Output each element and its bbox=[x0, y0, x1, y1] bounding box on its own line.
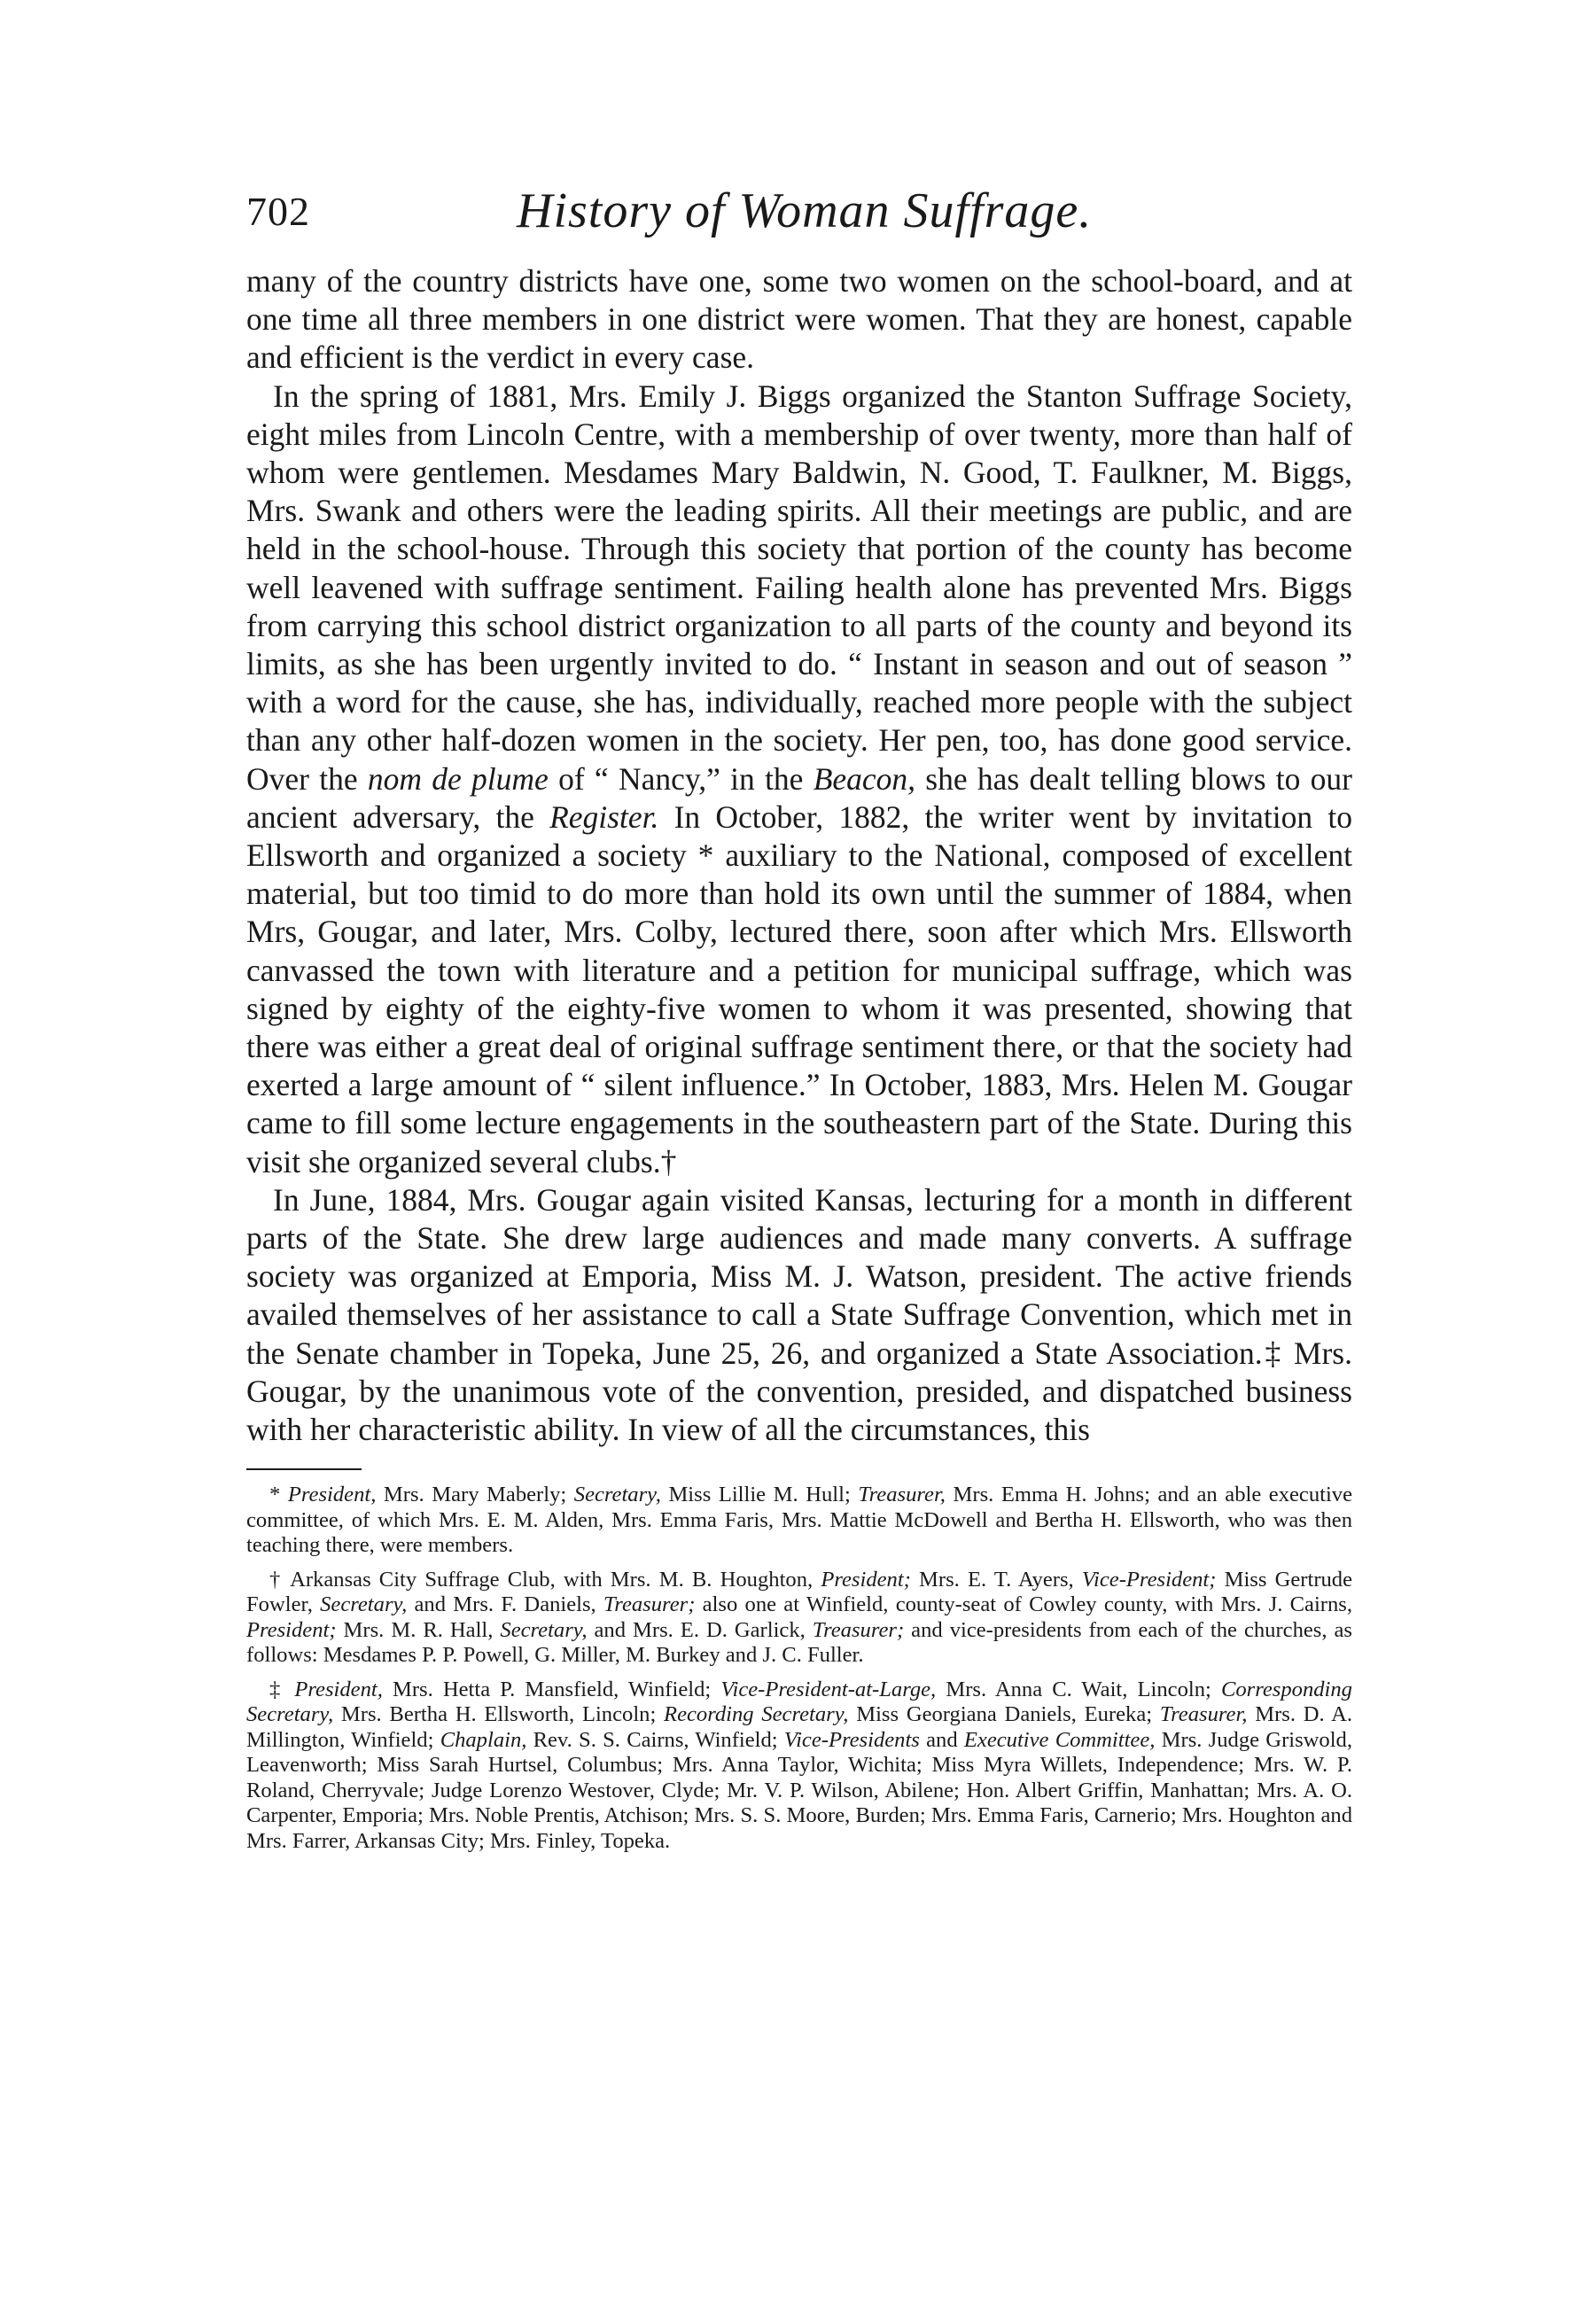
text-run: and Mrs. F. Daniels, bbox=[407, 1592, 603, 1617]
paragraph bbox=[246, 262, 1352, 378]
italic-text: Executive Committee, bbox=[963, 1727, 1156, 1752]
text-run: * bbox=[269, 1483, 288, 1507]
text-run: Mrs. Mary Maberly; bbox=[376, 1483, 574, 1507]
italic-text: Treasurer, bbox=[858, 1483, 946, 1507]
italic-text: Secretary, bbox=[500, 1617, 588, 1642]
text-run: Miss Gertrude Fowler, bbox=[246, 1567, 1353, 1617]
text-run: Mrs. Emma H. Johns; and an able executive committee, of which Mrs. E. M. Alden, Mrs. Emma Faris, Mrs. Mattie McDowell and Bertha H. Ellsworth, who was then teaching there, were members. bbox=[246, 1483, 1353, 1558]
body-text bbox=[246, 262, 1352, 1449]
text-run: Rev. S. S. Cairns, Winfield; bbox=[526, 1727, 784, 1752]
text-run: Miss Georgiana Daniels, Eureka; bbox=[848, 1702, 1160, 1727]
italic-text: Beacon, bbox=[813, 760, 916, 797]
paragraph bbox=[246, 1181, 1352, 1449]
text-run: and Mrs. E. D. Garlick, bbox=[587, 1617, 813, 1642]
italic-text: Vice-President; bbox=[1081, 1567, 1217, 1592]
text-run: Mrs. E. T. Ayers, bbox=[910, 1567, 1082, 1592]
italic-text: Register. bbox=[549, 798, 659, 835]
italic-text: Secretary, bbox=[320, 1592, 408, 1617]
text-run: Miss Lillie M. Hull; bbox=[660, 1483, 859, 1507]
italic-text: Vice-Presidents bbox=[783, 1727, 920, 1752]
italic-text: Vice-President-at-Large, bbox=[720, 1677, 937, 1701]
italic-text: nom de plume bbox=[367, 760, 549, 797]
footnote-rule bbox=[246, 1468, 362, 1470]
text-run: Mrs. D. A. Millington, Winfield; bbox=[246, 1702, 1352, 1752]
italic-text: Corresponding Secretary, bbox=[246, 1677, 1352, 1727]
text-run: In the spring of 1881, Mrs. Emily J. Biggs organized the Stanton Suffrage Society, eight miles from Lincoln Centre, with a membership of over twenty, more than half of whom were gentlemen. Mesdames Mary Baldwin, N. Good, T. Faulkner, M. Biggs, Mrs. Swank and others were the leading spirits. All their meetings are public, and are held in the school-house. Through this society that portion of the county has become well leavened with suffrage sentiment. Failing health alone has prevented Mrs. Biggs from carrying this school district organization to all parts of the county and beyond its limits, as she has been urgently invited to do. “ Instant in season and out of season ” with a word for the cause, she has, individually, reached more people with the subject than any other half-dozen women in the society. Her pen, too, has done good service. Over the bbox=[246, 378, 1352, 797]
text-run: she has dealt telling blows to our ancient adversary, the bbox=[246, 760, 1352, 835]
text-run: Mrs. Bertha H. Ellsworth, Lincoln; bbox=[333, 1702, 665, 1727]
italic-text: President, bbox=[294, 1677, 383, 1701]
text-run: many of the country districts have one, some two women on the school-board, and at one time all three members in one district were women. That they are honest, capable and efficient is the verdict in every case. bbox=[246, 263, 1352, 376]
text-run: Mrs. Anna C. Wait, Lincoln; bbox=[936, 1677, 1221, 1701]
running-title: History of Woman Suffrage. bbox=[517, 183, 1093, 238]
book-page bbox=[246, 177, 1352, 1863]
italic-text: Treasurer; bbox=[812, 1617, 905, 1642]
running-head bbox=[246, 177, 1352, 255]
italic-text: President; bbox=[821, 1567, 911, 1592]
text-run: and vice-presidents from each of the churches, as follows: Mesdames P. P. Powell, G. Miller, M. Burkey and J. C. Fuller. bbox=[246, 1617, 1352, 1668]
text-run: Mrs. Hetta P. Mansfield, Winfield; bbox=[382, 1677, 721, 1701]
italic-text: Treasurer; bbox=[603, 1592, 696, 1617]
text-run: of “ Nancy,” in the bbox=[548, 760, 814, 797]
italic-text: Treasurer, bbox=[1159, 1702, 1248, 1727]
text-run: and bbox=[919, 1727, 964, 1752]
text-run: ‡ bbox=[269, 1677, 295, 1701]
italic-text: Secretary, bbox=[573, 1483, 661, 1507]
footnote bbox=[246, 1568, 1352, 1669]
footnote bbox=[246, 1678, 1352, 1855]
paragraph bbox=[246, 378, 1352, 1181]
italic-text: Chaplain, bbox=[440, 1727, 527, 1752]
text-run: Mrs. Judge Griswold, Leavenworth; Miss Sarah Hurtsel, Columbus; Mrs. Anna Taylor, Wichita; Miss Myra Willets, Independence; Mrs. W. P. Roland, Cherryvale; Judge Lorenzo Westover, Clyde; Mr. V. P. Wilson, Abilene; Hon. Albert Griffin, Manhattan; Mrs. A. O. Carpenter, Emporia; Mrs. Noble Prentis, Atchison; Mrs. S. S. Moore, Burden; Mrs. Emma Faris, Carnerio; Mrs. Houghton and Mrs. Farrer, Arkansas City; Mrs. Finley, Topeka. bbox=[246, 1727, 1353, 1853]
text-run: also one at Winfield, county-seat of Cowley county, with Mrs. J. Cairns, bbox=[695, 1592, 1352, 1617]
text-run: In October, 1882, the writer went by invitation to Ellsworth and organized a society * auxiliary to the National, composed of excellent material, but too timid to do more than hold its own until the summer of 1884, when Mrs, Gougar, and later, Mrs. Colby, lectured there, soon after which Mrs. Ellsworth canvassed the town with literature and a petition for municipal suffrage, which was signed by eighty of the eighty-five women to whom it was presented, showing that there was either a great deal of original suffrage sentiment there, or that the society had exerted a large amount of “ silent influence.” In October, 1883, Mrs. Helen M. Gougar came to fill some lecture engagements in the southeastern part of the State. During this visit she organized several clubs.† bbox=[246, 798, 1352, 1179]
text-run: Mrs. M. R. Hall, bbox=[336, 1617, 501, 1642]
page-number: 702 bbox=[246, 189, 310, 234]
italic-text: President, bbox=[287, 1483, 377, 1507]
text-run: In June, 1884, Mrs. Gougar again visited Kansas, lecturing for a month in different parts of the State. She drew large audiences and made many converts. A suffrage society was organized at Emporia, Miss M. J. Watson, president. The active friends availed themselves of her assistance to call a State Suffrage Convention, which met in the Senate chamber in Topeka, June 25, 26, and organized a State Association.‡ Mrs. Gougar, by the unanimous vote of the convention, presided, and dispatched business with her characteristic ability. In view of all the circumstances, this bbox=[246, 1181, 1352, 1448]
italic-text: Recording Secretary, bbox=[664, 1702, 849, 1727]
footnote bbox=[246, 1483, 1352, 1559]
text-run: † Arkansas City Suffrage Club, with Mrs. M. B. Houghton, bbox=[269, 1567, 821, 1592]
footnotes bbox=[246, 1483, 1352, 1854]
italic-text: President; bbox=[246, 1617, 337, 1642]
